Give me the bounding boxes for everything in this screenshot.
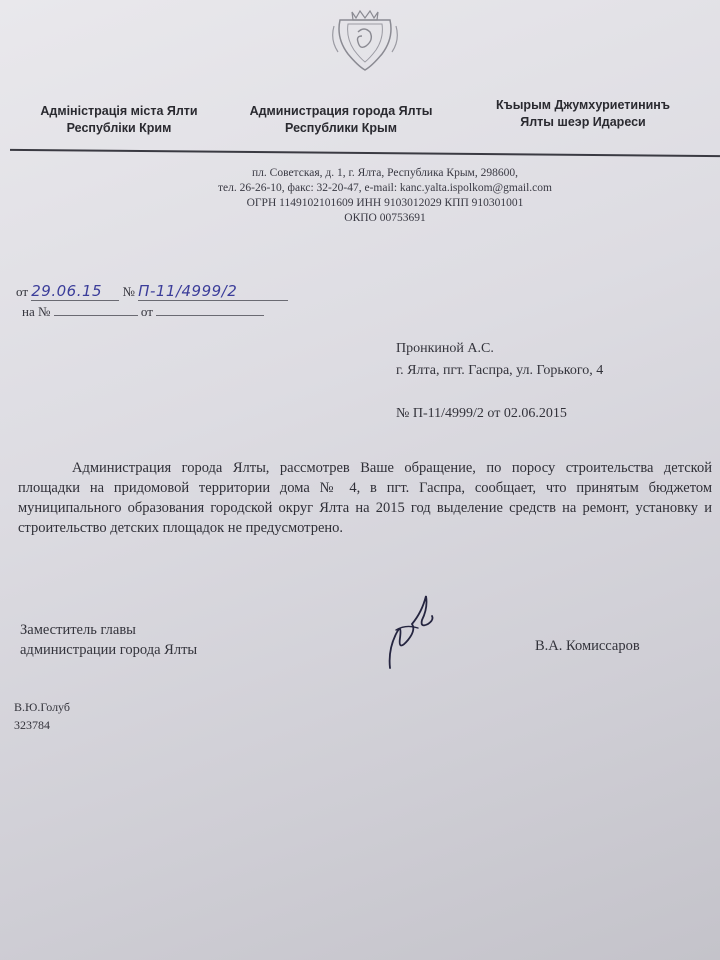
- reference-number-blank: [54, 315, 138, 316]
- header-crimean-tatar-line2: Ялты шеэр Идареси: [520, 115, 646, 129]
- header-crimean-tatar-line1: Къырым Джумхуриетининъ: [496, 98, 670, 112]
- header-ukrainian: [14, 103, 224, 137]
- from-prefix: от: [16, 284, 29, 299]
- contact-block: [150, 166, 620, 226]
- number-prefix: №: [122, 284, 135, 299]
- header-ukrainian-line1: Адміністрація міста Ялти: [40, 104, 198, 118]
- handwritten-number: П-11/4999/2: [138, 282, 288, 301]
- signatory-name: В.А. Комиссаров: [535, 638, 640, 654]
- addressee-name: Пронкиной А.С.: [396, 341, 494, 356]
- registration-line: [16, 282, 316, 301]
- executor-phone: 323784: [14, 718, 50, 732]
- contact-okpo: ОКПО 00753691: [344, 212, 426, 224]
- addressee-address: г. Ялта, пгт. Гаспра, ул. Горького, 4: [396, 363, 604, 378]
- contact-registry: ОГРН 1149102101609 ИНН 9103012029 КПП 910301001: [246, 197, 524, 209]
- header-russian-line2: Республики Крым: [285, 121, 397, 135]
- coat-of-arms-emblem: [330, 6, 400, 74]
- header-crimean-tatar: [466, 97, 700, 131]
- header-divider: [10, 149, 720, 157]
- to-prefix: на №: [22, 304, 51, 319]
- letter-body: Администрация города Ялты, рассмотрев Ваше обращение, по поросу строительства детской площадки на придомовой территории дома № 4, в пгт. Гаспра, сообщает, что принятым бюджетом муниципального образования городской округ Ялта на 2015 год выделение средств на ремонт, установку и строительство детских площадок не предусмотрено.: [18, 460, 712, 536]
- reference-date-blank: [156, 315, 264, 316]
- header-russian: [226, 103, 456, 137]
- contact-address: пл. Советская, д. 1, г. Ялта, Республика Крым, 298600,: [252, 167, 518, 179]
- executor-block: [14, 698, 154, 734]
- handwritten-signature: [382, 590, 442, 672]
- executor-name: В.Ю.Голуб: [14, 700, 70, 714]
- signatory-title-line2: администрации города Ялты: [20, 642, 198, 658]
- header-russian-line1: Администрация города Ялты: [249, 104, 433, 118]
- signatory-title: [20, 620, 280, 660]
- signatory-title-line1: Заместитель главы: [20, 622, 136, 638]
- to-from-prefix: от: [140, 304, 153, 319]
- header-ukrainian-line2: Республіки Крим: [66, 121, 172, 135]
- contact-phones: тел. 26-26-10, факс: 32-20-47, e-mail: kanc.yalta.ispolkom@gmail.com: [218, 182, 552, 194]
- addressee-reference: № П-11/4999/2 от 02.06.2015: [396, 406, 567, 421]
- addressee-block: [396, 338, 696, 425]
- handwritten-date: 29.06.15: [31, 282, 119, 301]
- reference-line: [22, 304, 282, 320]
